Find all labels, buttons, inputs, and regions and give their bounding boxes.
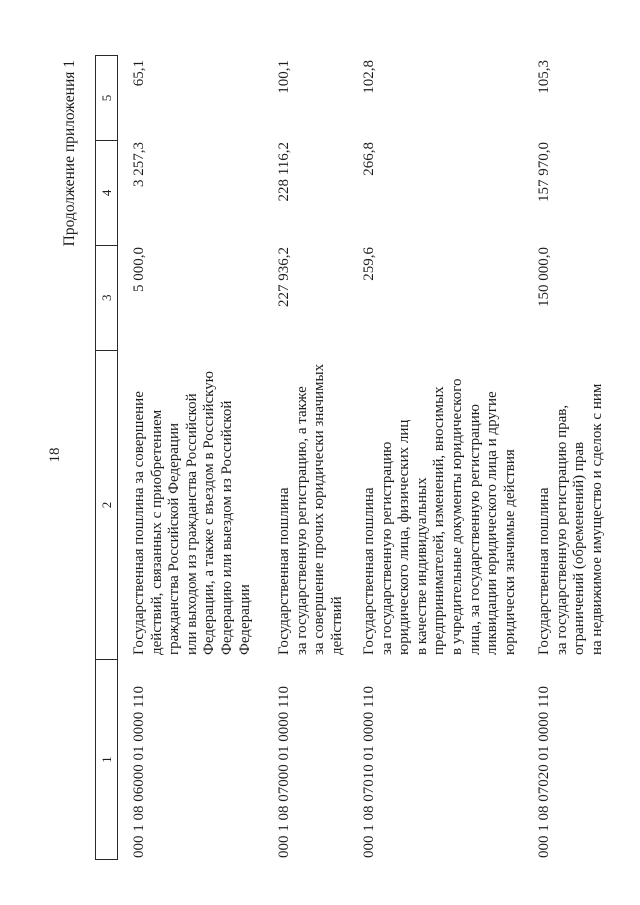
column-5-value: 102,8 — [361, 60, 377, 94]
budget-code-cell: 000 1 08 07000 01 0000 110 — [276, 686, 292, 858]
revenue-table — [95, 55, 615, 860]
revenue-name-cell: Государственная пошлина за государственную регистрацию юридического лица, физических лиц в качестве индивидуальных предпринимателей, изменений, вносимых в учредительные документы юридического лица, за государственную регистрацию ликвидации юридического лица и другие юридически значимые действия — [361, 378, 518, 655]
column-4-value: 228 116,2 — [276, 142, 292, 202]
column-5-value: 65,1 — [131, 60, 147, 87]
appendix-continuation-heading: Продолжение приложения 1 — [61, 60, 78, 247]
budget-code-cell: 000 1 08 06000 01 0000 110 — [131, 686, 147, 858]
column-3-value: 259,6 — [361, 247, 377, 281]
page-number: 18 — [47, 447, 63, 463]
column-5-value: 100,1 — [276, 60, 292, 94]
column-5-value: 105,3 — [536, 60, 552, 94]
column-header-4: 4 — [96, 140, 117, 245]
column-4-value: 266,8 — [361, 142, 377, 176]
table-row — [276, 55, 346, 860]
table-row — [361, 55, 519, 860]
column-header-1: 1 — [96, 659, 117, 859]
budget-code-cell: 000 1 08 07020 01 0000 110 — [536, 686, 552, 858]
column-header-3: 3 — [96, 245, 117, 350]
revenue-name-cell: Государственная пошлина за совершение действий, связанных с приобретением гражданства Российской Федерации или выходом из гражданства Российской Федерации, а также с въездом в Российскую Федерацию или выездом из Российской Федерации — [131, 371, 253, 655]
column-header-2: 2 — [96, 350, 117, 660]
budget-code-cell: 000 1 08 07010 01 0000 110 — [361, 686, 377, 858]
column-3-value: 150 000,0 — [536, 247, 552, 307]
table-header-row — [95, 55, 118, 860]
table-row — [131, 55, 254, 860]
column-4-value: 157 970,0 — [536, 142, 552, 202]
column-3-value: 5 000,0 — [131, 247, 147, 292]
column-header-5: 5 — [96, 55, 117, 140]
column-3-value: 227 936,2 — [276, 247, 292, 307]
table-row — [536, 55, 606, 860]
revenue-name-cell: Государственная пошлина за государственную регистрацию прав, ограничений (обременений) прав на недвижимое имущество и сделок с ним — [536, 383, 605, 655]
column-4-value: 3 257,3 — [131, 142, 147, 187]
revenue-name-cell: Государственная пошлина за государственную регистрацию, а также за совершение прочих юридически значимых действий — [276, 363, 345, 655]
